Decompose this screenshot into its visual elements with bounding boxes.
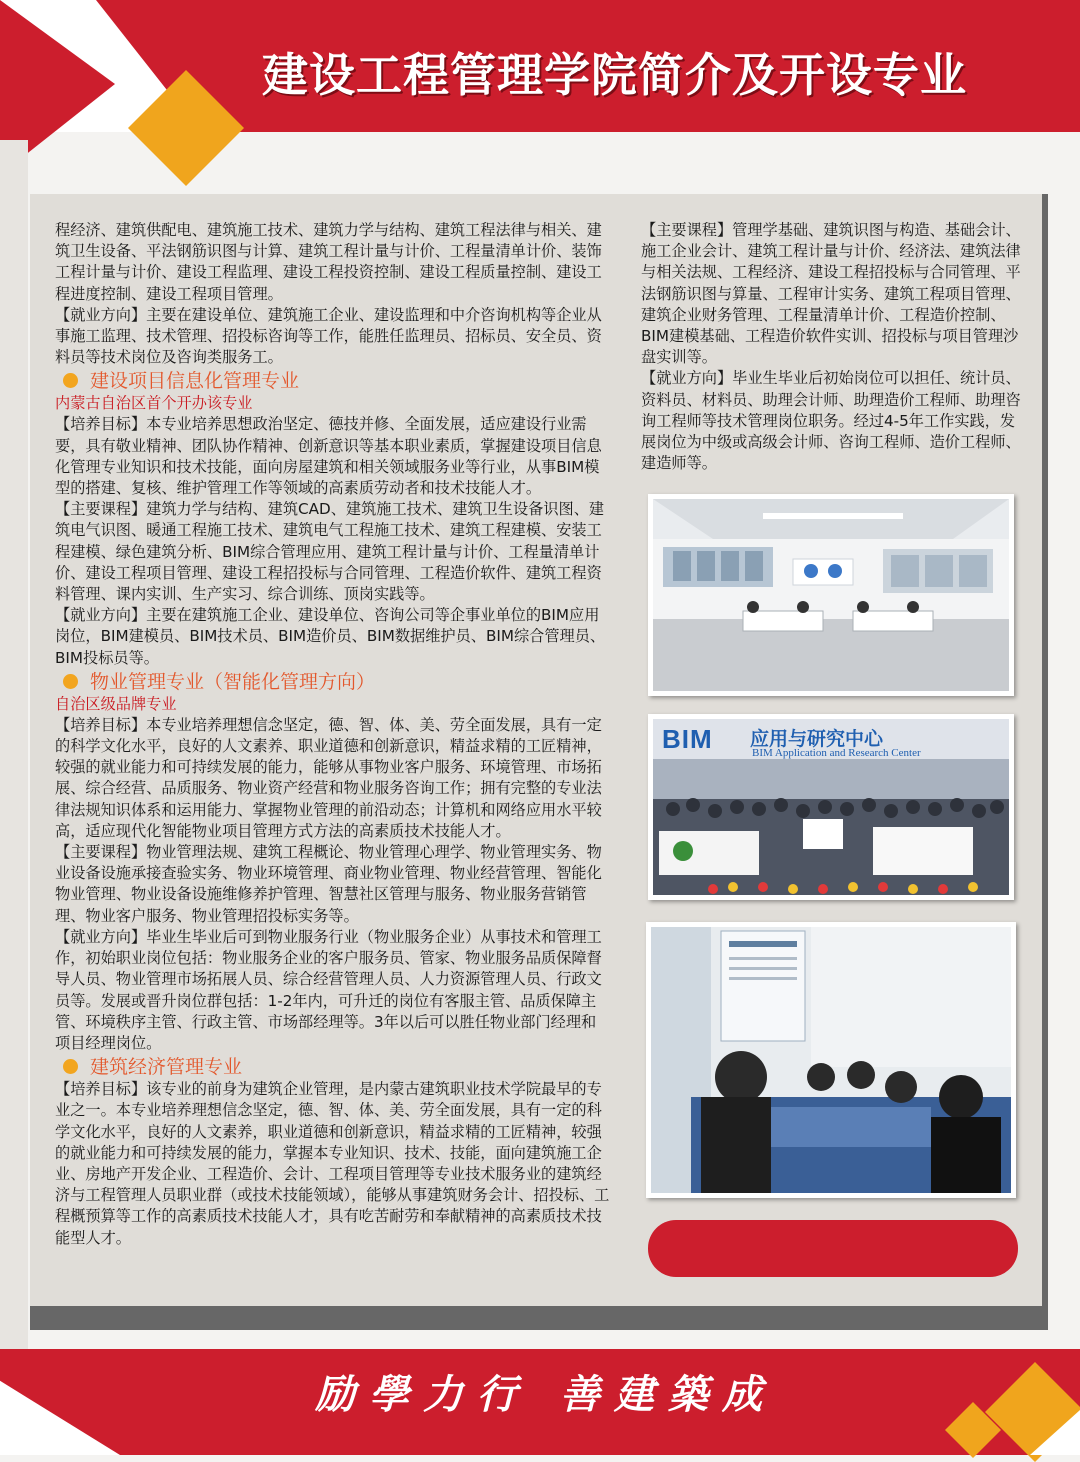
major-heading-3 xyxy=(63,1055,611,1079)
training-room-photo xyxy=(648,494,1014,696)
major-courses-text: 【主要课程】物业管理法规、建筑工程概论、物业管理心理学、物业管理实务、物业设备设施承接查验实务、物业环境管理、商业物业管理、物业经营管理、智能化物业管理、物业设备设施维修养护管理、智慧社区管理与服务、物业服务营销管理、物业客户服务、物业管理招投标实务等。 xyxy=(55,843,602,925)
major-employment-text: 【就业方向】毕业生毕业后初始岗位可以担任、统计员、资料员、材料员、助理会计师、助理造价工程师、助理咨询工程师等技术管理岗位职务。经过4-5年工作实践，发展岗位为中级或高级会计师、咨询工程师、造价工程师、建造师等。 xyxy=(641,369,1021,473)
workshop-illustration xyxy=(651,927,1011,1193)
bim-center-group-photo xyxy=(648,714,1014,900)
left-column xyxy=(55,220,611,1249)
bullet-dot-icon xyxy=(63,373,78,388)
major-courses-text: 【主要课程】管理学基础、建筑识图与构造、基础会计、施工企业会计、建筑工程计量与计价、经济法、建筑法律与相关法规、工程经济、建设工程招投标与合同管理、平法钢筋识图与算量、工程审计实务、建筑工程项目管理、建筑企业财务管理、工程量清单计价、工程造价控制、BIM建模基础、工程造价软件实训、招投标与项目管理沙盘实训等。 xyxy=(641,221,1021,367)
major-goal-text: 【培养目标】该专业的前身为建筑企业管理，是内蒙古建筑职业技术学院最早的专业之一。本专业培养理想信念坚定，德、智、体、美、劳全面发展，具有一定的科学文化水平，良好的人文素养，职业道德和创新意识，精益求精的工匠精神，较强的就业能力和可持续发展的能力，掌握本专业知识、技术、技能，面向建筑施工企业、房地产开发企业、工程造价、会计、工程项目管理等专业技术服务业的建筑经济与工程管理人员职业群（或技术技能领域），能够从事建筑财务会计、招投标、工程概预算等工作的高素质技术技能人才，具有吃苦耐劳和奉献精神的高素质技术技能型人才。 xyxy=(55,1080,610,1247)
bim-sign-subtitle: BIM Application and Research Center xyxy=(752,747,921,759)
red-rounded-bar xyxy=(648,1220,1018,1277)
major-heading-1 xyxy=(63,369,611,393)
intro-courses-text: 程经济、建筑供配电、建筑施工技术、建筑力学与结构、建筑工程法律与相关、建筑卫生设备、平法钢筋识图与计算、建筑工程计量与计价、工程量清单计价、装饰工程计量与计价、建设工程监理、建设工程投资控制、建设工程质量控制、建设工程进度控制、建设工程项目管理。 xyxy=(55,221,602,303)
page-title: 建设工程管理学院简介及开设专业 xyxy=(262,48,967,102)
major-goal-text: 【培养目标】本专业培养思想政治坚定、德技并修、全面发展，适应建设行业需要，具有敬业精神、团队协作精神、创新意识等基本职业素质，掌握建设项目信息化管理专业知识和技术技能，面向房屋建筑和相关领域服务业等行业，从事BIM模型的搭建、复核、维护管理工作等领域的高素质劳动者和技术技能人才。 xyxy=(55,415,602,498)
footer-banner xyxy=(0,1349,1080,1455)
major-name: 建设项目信息化管理专业 xyxy=(90,370,300,393)
bim-sign-logo: BIM xyxy=(662,724,713,754)
intro-employment-text: 【就业方向】主要在建设单位、建筑施工企业、建设监理和中介咨询机构等企业从事施工监理、技术管理、招投标咨询等工作，能胜任监理员、招标员、安全员、资料员等技术岗位及咨询类服务工。 xyxy=(55,305,602,367)
major-courses-text: 【主要课程】建筑力学与结构、建筑CAD、建筑施工技术、建筑卫生设备识图、建筑电气识图、暖通工程施工技术、建筑电气工程施工技术、建筑工程建模、安装工程建模、绿色建筑分析、BIM综合管理应用、建筑工程计量与计价、工程量清单计价、建设工程项目管理、建设工程招投标与合同管理、工程造价软件、建筑工程资料管理、课内实训、生产实习、综合训练、顶岗实践等。 xyxy=(55,500,605,604)
bullet-dot-icon xyxy=(63,674,78,689)
major-name: 物业管理专业（智能化管理方向） xyxy=(90,670,376,693)
students-workshop-photo xyxy=(646,922,1016,1198)
training-room-illustration xyxy=(653,499,1009,691)
right-column xyxy=(641,220,1021,474)
major-tag: 内蒙古自治区首个开办该专业 xyxy=(55,394,253,413)
major-name: 建筑经济管理专业 xyxy=(90,1056,243,1079)
major-employment-text: 【就业方向】主要在建筑施工企业、建设单位、咨询公司等企事业单位的BIM应用岗位，BIM建模员、BIM技术员、BIM造价员、BIM数据维护员、BIM综合管理员、BIM投标员等。 xyxy=(55,606,606,667)
bim-sign-title: 应用与研究中心 xyxy=(750,728,884,750)
major-goal-text: 【培养目标】本专业培养理想信念坚定，德、智、体、美、劳全面发展，具有一定的科学文化水平，良好的人文素养、职业道德和创新意识，精益求精的工匠精神，较强的就业能力和可持续发展的能力，能够从事物业客户服务、环境管理、市场拓展、综合经营、品质服务、物业资产经营和物业服务咨询工作；拥有完整的专业法律法规知识体系和运用能力、掌握物业管理的前沿动态；计算机和网络应用水平较高，适应现代化智能物业项目管理方式方法的高素质技术技能人才。 xyxy=(55,715,602,840)
major-heading-2 xyxy=(63,670,611,694)
bim-center-sign xyxy=(654,720,1008,760)
major-employment-text: 【就业方向】毕业生毕业后可到物业服务行业（物业服务企业）从事技术和管理工作，初始职业岗位包括：物业服务企业的客户服务员、管家、物业服务品质保障督导人员、物业管理市场拓展人员、综合经营管理人员、人力资源管理人员、行政文员等。发展或晋升岗位群包括：1-2年内，可升迁的岗位有客服主管、品质保障主管、环境秩序主管、行政主管、市场部经理等。3年以后可以胜任物业部门经理和项目经理岗位。 xyxy=(55,927,602,1052)
bullet-dot-icon xyxy=(63,1059,78,1074)
footer-slogan-1: 励學力行 xyxy=(315,1371,531,1418)
footer-slogan-2: 善建築成 xyxy=(560,1371,776,1418)
left-edge-strip xyxy=(0,140,28,1400)
major-tag: 自治区级品牌专业 xyxy=(55,694,177,713)
